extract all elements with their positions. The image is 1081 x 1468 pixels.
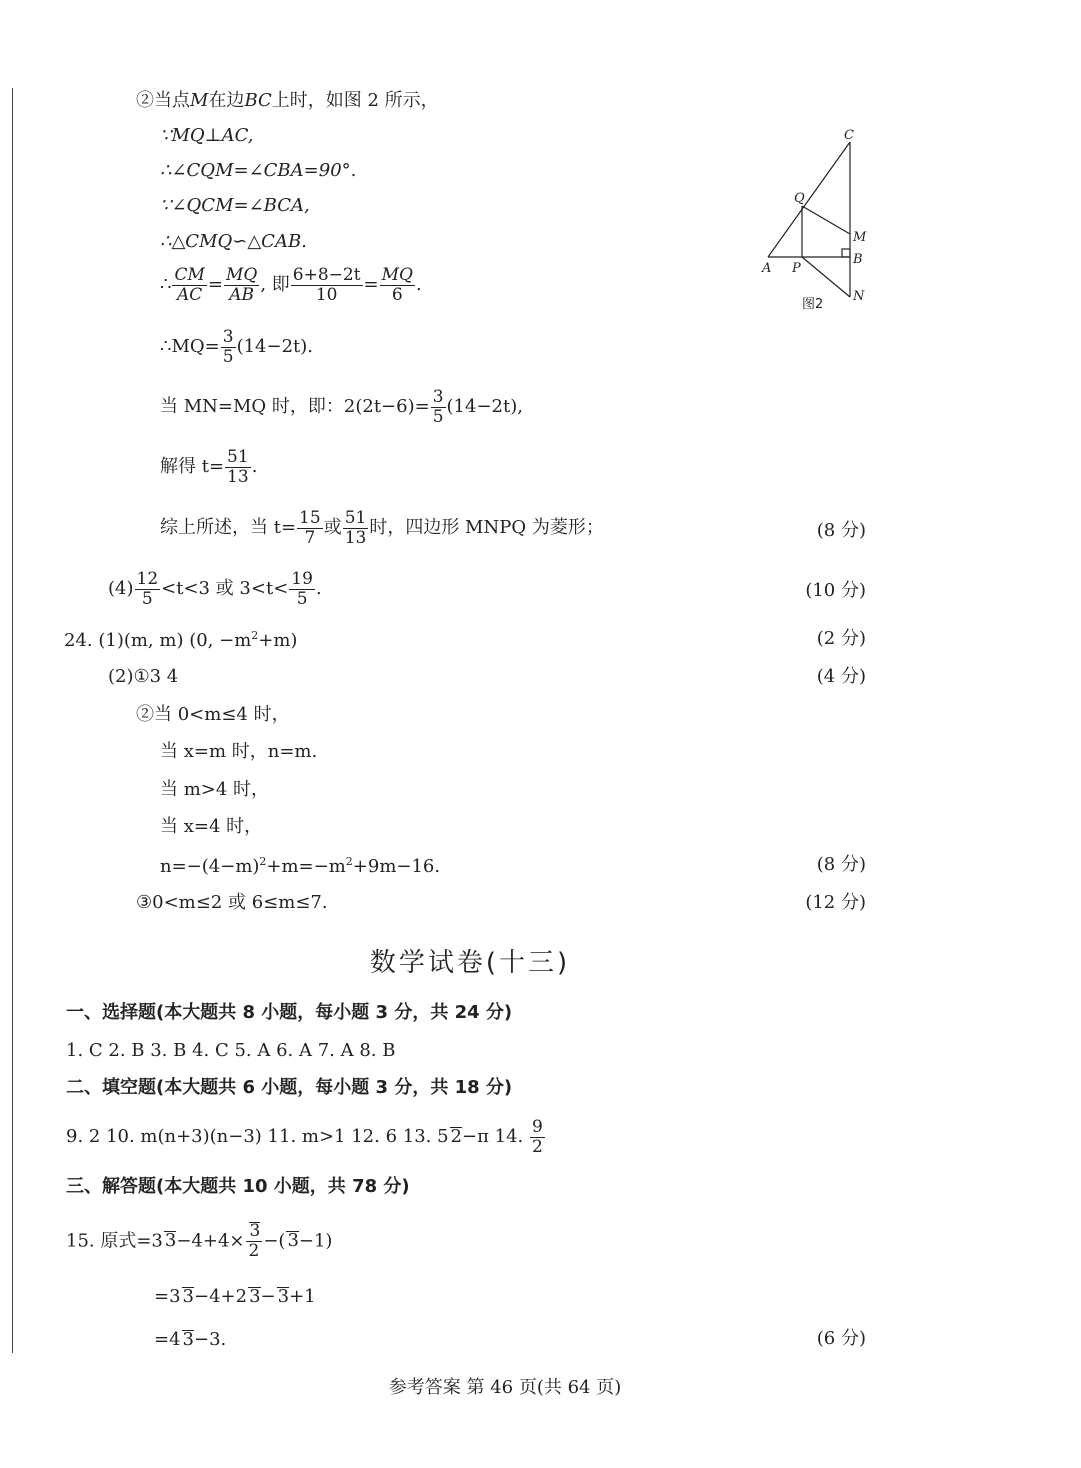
q23-ratio-equation: ∴ $\frac{CM}{AC}$ = $\frac{MQ}{AB}$ , 即 $\frac{6+8-2t}{10}$ = $\frac{MQ}{6}$ . — [160, 265, 422, 305]
q23-mn-equals-mq: 当 MN=MQ 时，即：2(2t−6)= $\frac{3}{5}$ (14−2t), — [160, 387, 523, 427]
part3-heading: 三、解答题(本大题共 10 小题，共 78 分) — [66, 1176, 410, 1197]
right-angle-mark — [842, 249, 850, 257]
figure-caption: 图2 — [802, 297, 824, 312]
binding-margin-line — [12, 88, 13, 1353]
q24-part2-3: ③0<m≤2 或 6≤m≤7. — [136, 892, 328, 913]
segment-ac — [768, 142, 850, 257]
part2-heading: 二、填空题(本大题共 6 小题，每小题 3 分，共 18 分) — [66, 1077, 513, 1098]
q24-part2-1-score: (4 分) — [816, 666, 866, 687]
label-a: A — [762, 261, 772, 276]
q24-part2-3-score: (12 分) — [805, 892, 866, 913]
q15-line2: =3 3−4+2 3− 3+1 — [154, 1286, 316, 1307]
q24-part1-score: (2 分) — [816, 628, 866, 649]
label-b: B — [853, 252, 863, 267]
segment-qm — [802, 206, 850, 234]
q24-part1: 24. (1)(m, m) (0, $-m^2+m$) — [64, 629, 298, 651]
q23-solve-t: 解得 t= $\frac{51}{13}$ . — [160, 447, 258, 487]
q24-part2-2-x-eq-m: 当 x=m 时，n=m. — [160, 741, 318, 762]
q24-part2-2-case2: 当 m>4 时， — [160, 779, 270, 800]
part1-heading: 一、选择题(本大题共 8 小题，每小题 3 分，共 24 分) — [66, 1002, 513, 1023]
label-c: C — [844, 128, 854, 143]
q24-part2-2-score: (8 分) — [816, 854, 866, 875]
q15-line1: 15. 原式=3 3−4+4× $\frac{3}{2}$ −( 3−1) — [66, 1221, 333, 1261]
q24-part2-2-n-expression: $n=-(4-m)^2+m=-m^2+9m-16$. — [160, 855, 441, 877]
q23-part4-answer: (4) $\frac{12}{5}$ <t<3 或 3<t< $\frac{19}{5}$ . — [108, 569, 322, 609]
label-p: P — [792, 261, 801, 276]
q23-case2-intro: ②当点M在边BC上时，如图 2 所示， — [136, 90, 439, 111]
q23-step-similar: ∴△CMQ∽△CAB. — [160, 231, 307, 252]
q23-part3-score: (8 分) — [816, 520, 866, 541]
segment-pn — [802, 257, 850, 297]
q23-step-right-angle: ∴∠CQM=∠CBA=90°. — [160, 160, 357, 181]
q15-score: (6 分) — [816, 1328, 866, 1349]
page-footer: 参考答案 第 46 页(共 64 页) — [388, 1377, 622, 1398]
part2-answers: 9. 2 10. m(n+3)(n−3) 11. m>1 12. 6 13. 5 2−π 14. $\frac{9}{2}$ — [66, 1117, 543, 1157]
q24-part2-2-case1: ②当 0<m≤4 时， — [136, 704, 290, 725]
q23-step-common-angle: ∵∠QCM=∠BCA, — [160, 195, 310, 216]
q23-step-perpendicular: ∵MQ⊥AC, — [160, 125, 254, 146]
q15-line3: =4 3−3. — [154, 1329, 227, 1350]
part1-answers: 1. C 2. B 3. B 4. C 5. A 6. A 7. A 8. B — [66, 1040, 396, 1061]
label-q: Q — [794, 191, 805, 206]
geometry-figure-2 — [758, 122, 878, 322]
label-m: M — [853, 230, 867, 245]
q24-part2-2-x-eq-4: 当 x=4 时， — [160, 816, 263, 837]
q24-part2-1: (2)①3 4 — [108, 666, 179, 687]
q23-conclusion: 综上所述，当 t= $\frac{15}{7}$ 或 $\frac{51}{13}$ 时，四边形 MNPQ 为菱形； — [160, 508, 604, 548]
label-n: N — [853, 289, 865, 304]
q23-part4-score: (10 分) — [805, 580, 866, 601]
q23-mq-expression: ∴MQ= $\frac{3}{5}$ (14−2t). — [160, 327, 314, 367]
section-title: 数学试卷(十三) — [369, 948, 571, 978]
